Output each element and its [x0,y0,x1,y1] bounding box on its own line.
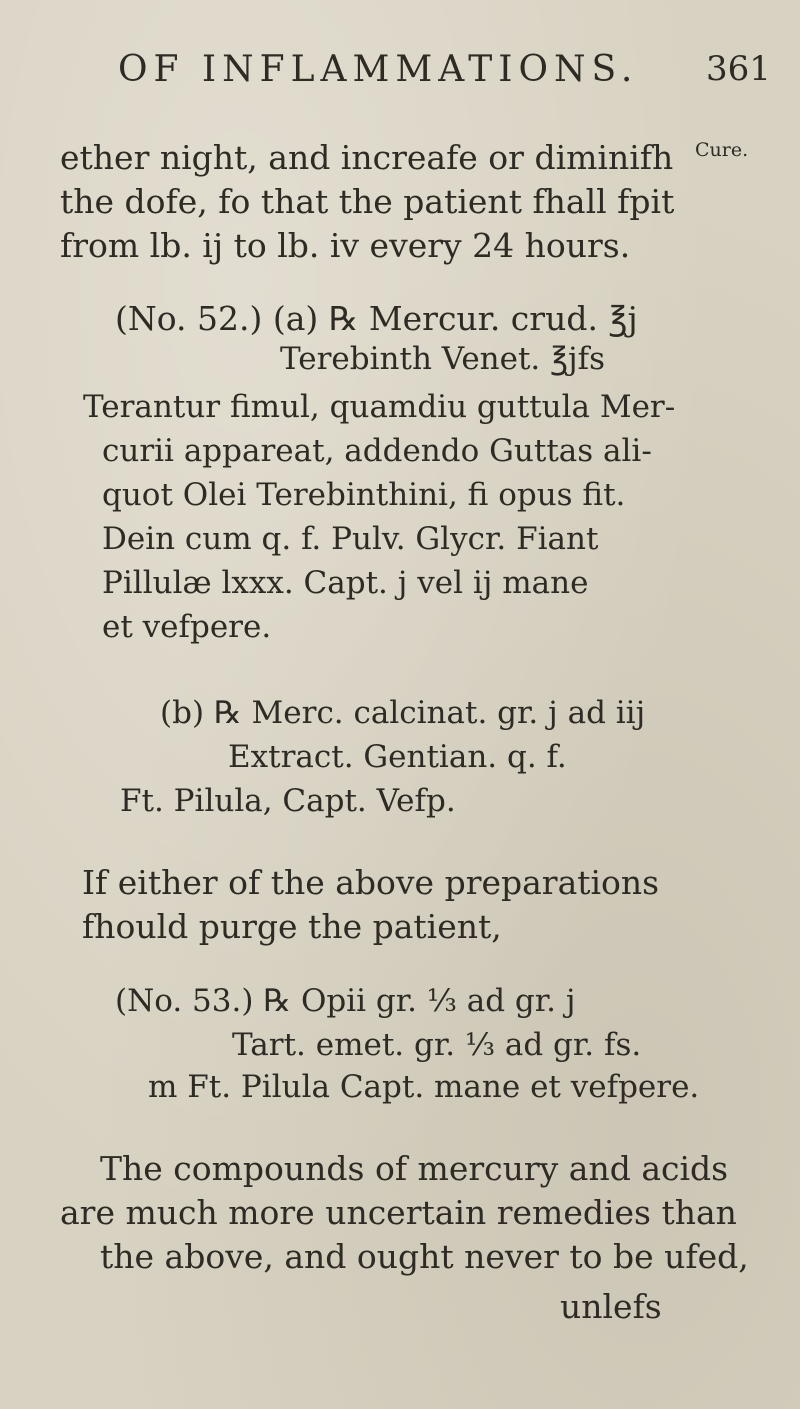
catchword: unlefs [560,1287,662,1326]
text-line: from lb. ij to lb. iv every 24 hours. [60,226,631,265]
prescription-line: curii appareat, addendo Guttas ali- [102,433,652,469]
text-line: fhould purge the patient, [82,907,502,946]
text-line: ether night, and increafe or diminifh [60,138,674,177]
running-title: OF INFLAMMATIONS. [118,49,639,90]
prescription-heading: (No. 52.) (a) ℞ Mercur. crud. ℥j [115,299,638,338]
prescription-line: Extract. Gentian. q. f. [228,739,567,775]
prescription-heading: (No. 53.) ℞ Opii gr. ⅓ ad gr. j [115,983,576,1019]
page-number: 361 [706,49,771,89]
text-line: the above, and ought never to be ufed, [100,1237,749,1276]
prescription-line: Pillulæ lxxx. Capt. j vel ij mane [102,565,589,601]
margin-note: Cure. [695,139,749,161]
text-line: the dofe, fo that the patient fhall fpit [60,182,675,221]
prescription-line: et vefpere. [102,609,272,645]
prescription-line: Terantur fimul, quamdiu guttula Mer- [83,389,676,425]
text-line: are much more uncertain remedies than [60,1193,737,1232]
prescription-line: m Ft. Pilula Capt. mane et vefpere. [148,1069,700,1105]
text-line: The compounds of mercury and acids [100,1149,729,1188]
text-line: If either of the above preparations [82,863,660,902]
prescription-line: Tart. emet. gr. ⅓ ad gr. fs. [232,1027,642,1063]
prescription-line: Dein cum q. f. Pulv. Glycr. Fiant [102,521,599,557]
prescription-line: (b) ℞ Merc. calcinat. gr. j ad iij [160,695,646,731]
prescription-line: quot Olei Terebinthini, fi opus fit. [102,477,626,513]
prescription-line: Ft. Pilula, Capt. Vefp. [120,783,456,819]
prescription-line: Terebinth Venet. ℥jfs [280,341,606,377]
